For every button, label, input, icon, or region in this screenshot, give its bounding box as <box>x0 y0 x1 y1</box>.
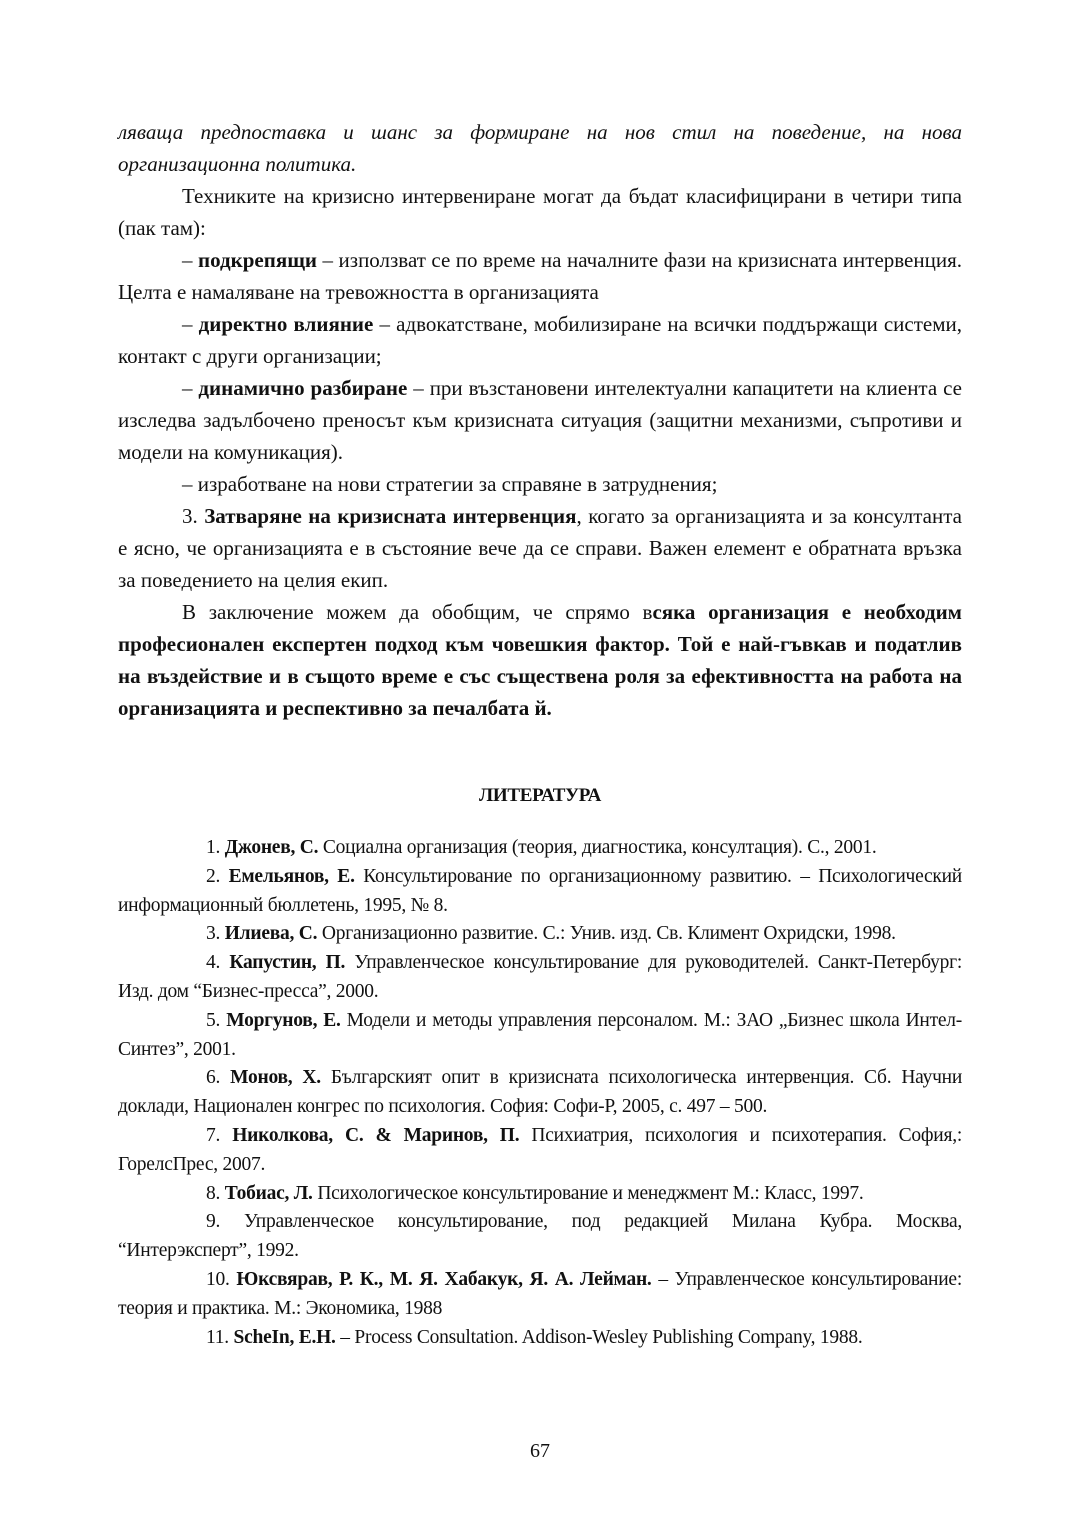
literature-heading: ЛИТЕРАТУРА <box>478 785 602 806</box>
page-number: 67 <box>530 1440 550 1462</box>
page-body <box>118 116 962 1352</box>
reference-item: 10. Юксвярав, Р. К., М. Я. Хабакук, Я. А. Лейман. – Управленческое консультирование: теория и практика. М.: Экономика, 1988 <box>118 1268 962 1319</box>
reference-item: 2. Емельянов, Е. Консультирование по организационному развитию. – Психологический информационный бюллетень, 1995, № 8. <box>118 865 962 916</box>
reference-item: 8. Тобиас, Л. Психологическое консультирование и менеджмент М.: Класс, 1997. <box>206 1182 864 1204</box>
technique-item: – динамично разбиране – при възстановени интелектуални капацитети на клиента се изследва задълбочено преносът към кризисната ситуация (защитни механизми, съпротиви и модели на комуникация). <box>118 376 962 464</box>
reference-item: 9. Управленческое консультирование, под редакцией Милана Кубра. Москва, “Интерэксперт”, 1992. <box>118 1211 962 1262</box>
technique-item: – подкрепящи – използват се по време на началните фази на кризисната интервенция. Целта е намаляване на тревожността в организацията <box>118 248 963 304</box>
techniques-intro-paragraph: Техниките на кризисно интервениране могат да бъдат класифицирани в четири типа (пак там): <box>118 184 962 240</box>
technique-term: директно влияние <box>198 312 374 336</box>
technique-term: динамично разбиране <box>198 376 408 400</box>
reference-item: 5. Моргунов, Е. Модели и методы управления персоналом. М.: ЗАО „Бизнес школа Интел-Синтез”, 2001. <box>118 1009 963 1060</box>
technique-item: – изработване на нови стратегии за справяне в затруднения; <box>182 472 718 496</box>
conclusion-bold: сяка организация е необходим професионален експертен подход към човешкия фактор. Той е най-гъвкав и податлив на въздействие и в същото време е със съществена роля за ефективността на работа на организацията и респективно за печалбата й. <box>118 600 962 720</box>
reference-item: 6. Монов, Х. Българският опит в кризисната психологическа интервенция. Сб. Научни доклади, Национален конгрес по психология. София: Софи-Р, 2005, с. 497 – 500. <box>118 1067 962 1118</box>
closing-term: Затваряне на кризисната интервенция <box>204 504 577 528</box>
reference-item: 7. Николкова, С. & Маринов, П. Психиатрия, психология и психотерапия. София,: ГорелсПрес, 2007. <box>118 1124 962 1175</box>
conclusion-paragraph: В заключение можем да обобщим, че спрямо всяка организация е необходим професионален експертен подход към човешкия фактор. Той е най-гъвкав и податлив на въздействие и в същото време е със съществена роля за ефективността на работа на организацията и респективно за печалбата й. <box>118 600 962 720</box>
reference-item: 4. Капустин, П. Управленческое консультирование для руководителей. Санкт-Петербург: Изд. дом “Бизнес-пресса”, 2000. <box>118 952 963 1002</box>
reference-item: 1. Джонев, С. Социална организация (теория, диагностика, консултация). С., 2001. <box>206 837 877 858</box>
technique-term: подкрепящи <box>198 248 318 272</box>
reference-item: 11. ScheIn, E.H. – Process Consultation. Addison-Wesley Publishing Company, 1988. <box>206 1326 863 1348</box>
reference-list <box>118 834 962 1352</box>
reference-item: 3. Илиева, С. Организационно развитие. С.: Унив. изд. Св. Климент Охридски, 1998. <box>206 923 896 945</box>
technique-item: – директно влияние – адвокатстване, мобилизиране на всички поддържащи системи, контакт с други организации; <box>118 312 962 368</box>
closing-paragraph: 3. Затваряне на кризисната интервенция, когато за организацията и за консултанта е ясно, че организацията е в състояние вече да се справи. Важен елемент е обратната връзка за поведението на целия екип. <box>118 504 962 592</box>
intro-italic-paragraph: ляваща предпоставка и шанс за формиране на нов стил на поведение, на нова организационна политика. <box>118 120 962 176</box>
